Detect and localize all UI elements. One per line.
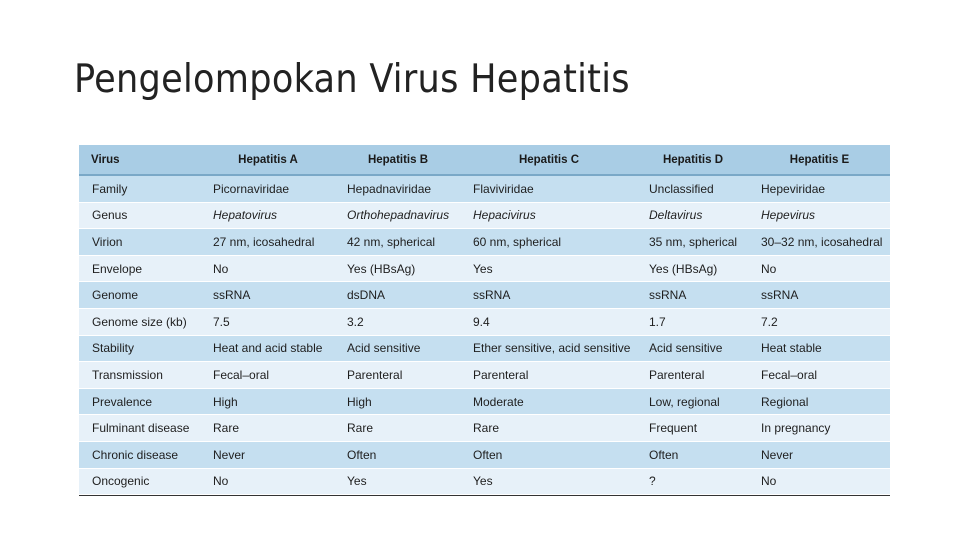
hepatitis-virus-table (79, 145, 890, 496)
table-cell-hepatitis-e: In pregnancy (749, 415, 890, 442)
table-cell-hepatitis-a: High (201, 388, 335, 415)
column-header-hepatitis-d: Hepatitis D (637, 145, 749, 175)
table-cell-hepatitis-e: 7.2 (749, 308, 890, 335)
table-cell-hepatitis-c: Yes (461, 468, 637, 495)
table-row (79, 175, 890, 202)
table-cell-hepatitis-d: Parenteral (637, 362, 749, 389)
table-cell-hepatitis-e: Never (749, 441, 890, 468)
row-label: Genome (79, 282, 201, 309)
table-row (79, 468, 890, 495)
table-cell-hepatitis-c: 9.4 (461, 308, 637, 335)
table-row (79, 441, 890, 468)
table-row (79, 415, 890, 442)
column-header-hepatitis-a: Hepatitis A (201, 145, 335, 175)
table-cell-hepatitis-e: Regional (749, 388, 890, 415)
table-cell-hepatitis-a: No (201, 255, 335, 282)
table-row (79, 255, 890, 282)
table-cell-hepatitis-a: Rare (201, 415, 335, 442)
table-cell-hepatitis-a: Fecal–oral (201, 362, 335, 389)
row-label: Chronic disease (79, 441, 201, 468)
table-cell-hepatitis-d: Unclassified (637, 175, 749, 202)
table-cell-hepatitis-e: Fecal–oral (749, 362, 890, 389)
row-label: Virion (79, 229, 201, 256)
row-label: Genome size (kb) (79, 308, 201, 335)
table-row (79, 308, 890, 335)
table-row (79, 362, 890, 389)
table-cell-hepatitis-b: dsDNA (335, 282, 461, 309)
table-cell-hepatitis-c: ssRNA (461, 282, 637, 309)
table-cell-hepatitis-c: Yes (461, 255, 637, 282)
row-label: Prevalence (79, 388, 201, 415)
comparison-table (79, 145, 890, 495)
table-row (79, 202, 890, 229)
table-cell-hepatitis-c: 60 nm, spherical (461, 229, 637, 256)
table-cell-hepatitis-d: Yes (HBsAg) (637, 255, 749, 282)
table-row (79, 388, 890, 415)
table-cell-hepatitis-e: Hepeviridae (749, 175, 890, 202)
table-header-row (79, 145, 890, 175)
table-cell-hepatitis-c: Often (461, 441, 637, 468)
page-title: Pengelompokan Virus Hepatitis (74, 57, 630, 102)
column-header-hepatitis-e: Hepatitis E (749, 145, 890, 175)
table-cell-hepatitis-e: 30–32 nm, icosahedral (749, 229, 890, 256)
table-cell-hepatitis-b: Orthohepadnavirus (335, 202, 461, 229)
table-cell-hepatitis-b: 3.2 (335, 308, 461, 335)
table-cell-hepatitis-b: Acid sensitive (335, 335, 461, 362)
table-cell-hepatitis-a: Never (201, 441, 335, 468)
table-cell-hepatitis-b: Rare (335, 415, 461, 442)
table-cell-hepatitis-a: 27 nm, icosahedral (201, 229, 335, 256)
table-cell-hepatitis-c: Hepacivirus (461, 202, 637, 229)
table-cell-hepatitis-b: Yes (HBsAg) (335, 255, 461, 282)
table-cell-hepatitis-d: Deltavirus (637, 202, 749, 229)
table-cell-hepatitis-d: 35 nm, spherical (637, 229, 749, 256)
row-label: Transmission (79, 362, 201, 389)
table-row (79, 335, 890, 362)
table-cell-hepatitis-c: Parenteral (461, 362, 637, 389)
table-cell-hepatitis-a: ssRNA (201, 282, 335, 309)
column-header-hepatitis-b: Hepatitis B (335, 145, 461, 175)
table-cell-hepatitis-e: No (749, 255, 890, 282)
table-cell-hepatitis-a: Picornaviridae (201, 175, 335, 202)
table-cell-hepatitis-e: No (749, 468, 890, 495)
table-cell-hepatitis-a: Hepatovirus (201, 202, 335, 229)
column-header-hepatitis-c: Hepatitis C (461, 145, 637, 175)
table-cell-hepatitis-a: 7.5 (201, 308, 335, 335)
table-cell-hepatitis-d: Low, regional (637, 388, 749, 415)
table-row (79, 229, 890, 256)
table-cell-hepatitis-c: Flaviviridae (461, 175, 637, 202)
table-cell-hepatitis-d: Frequent (637, 415, 749, 442)
row-label: Stability (79, 335, 201, 362)
table-cell-hepatitis-d: ssRNA (637, 282, 749, 309)
row-label: Envelope (79, 255, 201, 282)
table-cell-hepatitis-d: Often (637, 441, 749, 468)
table-cell-hepatitis-c: Ether sensitive, acid sensitive (461, 335, 637, 362)
table-row (79, 282, 890, 309)
table-cell-hepatitis-b: Yes (335, 468, 461, 495)
row-label: Fulminant disease (79, 415, 201, 442)
table-cell-hepatitis-d: ? (637, 468, 749, 495)
table-cell-hepatitis-e: ssRNA (749, 282, 890, 309)
column-header-virus: Virus (79, 145, 201, 175)
table-cell-hepatitis-b: Parenteral (335, 362, 461, 389)
row-label: Oncogenic (79, 468, 201, 495)
table-cell-hepatitis-e: Hepevirus (749, 202, 890, 229)
table-cell-hepatitis-c: Rare (461, 415, 637, 442)
table-cell-hepatitis-c: Moderate (461, 388, 637, 415)
table-cell-hepatitis-e: Heat stable (749, 335, 890, 362)
table-body (79, 175, 890, 495)
table-cell-hepatitis-b: 42 nm, spherical (335, 229, 461, 256)
row-label: Family (79, 175, 201, 202)
table-cell-hepatitis-b: Hepadnaviridae (335, 175, 461, 202)
row-label: Genus (79, 202, 201, 229)
table-cell-hepatitis-d: Acid sensitive (637, 335, 749, 362)
table-cell-hepatitis-b: Often (335, 441, 461, 468)
table-cell-hepatitis-d: 1.7 (637, 308, 749, 335)
table-cell-hepatitis-a: No (201, 468, 335, 495)
table-cell-hepatitis-b: High (335, 388, 461, 415)
table-cell-hepatitis-a: Heat and acid stable (201, 335, 335, 362)
